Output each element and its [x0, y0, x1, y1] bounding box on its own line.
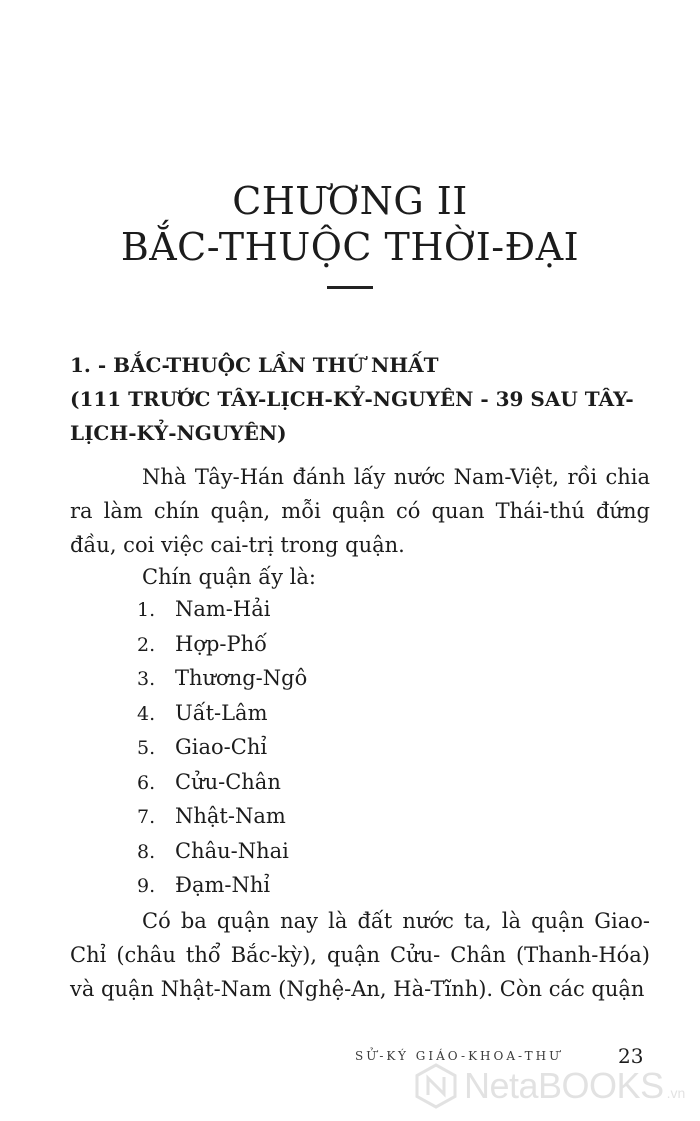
chapter-number: CHƯƠNG II — [232, 179, 468, 223]
list-item-number: 8. — [137, 840, 156, 863]
list-item-label: Đạm-Nhỉ — [175, 873, 271, 897]
list-item-number: 4. — [137, 702, 156, 725]
list-item — [137, 661, 307, 696]
list-item-label: Thương-Ngô — [175, 666, 308, 690]
list-item-label: Nhật-Nam — [175, 804, 286, 828]
list-item-number: 9. — [137, 875, 156, 897]
hexagon-logo-icon — [414, 1063, 458, 1109]
paragraph-1 — [70, 460, 650, 562]
list-item — [137, 696, 307, 731]
paragraph-1-text: Nhà Tây-Hán đánh lấy nước Nam-Việt, rồi chia ra làm chín quận, mỗi quận có quan Thái-thú đứng đầu, coi việc cai-trị trong quận. — [70, 465, 650, 557]
paragraph-2-text: Có ba quận nay là đất nước ta, là quận Giao-Chỉ (châu thổ Bắc-kỳ), quận Cửu- Chân (Thanh-Hóa) và quận Nhật-Nam (Nghệ-An, Hà-Tĩnh). Còn các quận — [70, 909, 650, 1001]
list-item-label: Uất-Lâm — [175, 700, 268, 725]
district-list — [137, 592, 307, 903]
section-date-range: (111 TRƯỚC TÂY-LỊCH-KỶ-NGUYÊN - 39 SAU TÂY-LỊCH-KỶ-NGUYÊN) — [70, 387, 634, 445]
paragraph-2 — [70, 904, 650, 1006]
list-item — [137, 730, 307, 765]
list-item-label: Hợp-Phố — [175, 631, 267, 656]
list-item — [137, 868, 307, 903]
list-item-number: 2. — [137, 633, 156, 656]
list-item-number: 5. — [137, 737, 156, 759]
list-item-label: Cửu-Chân — [175, 769, 281, 794]
publisher-watermark — [414, 1063, 685, 1109]
running-title: SỬ-KÝ GIÁO-KHOA-THƯ — [355, 1049, 563, 1063]
list-item-number: 1. — [137, 599, 156, 621]
list-item — [137, 627, 307, 662]
watermark-brand: NetaBOOKS — [464, 1065, 664, 1106]
section-title: 1. - BẮC-THUỘC LẦN THỨ NHẤT — [70, 353, 439, 377]
list-item — [137, 592, 307, 627]
chapter-title: BẮC-THUỘC THỜI-ĐẠI — [120, 225, 580, 269]
list-item — [137, 834, 307, 869]
list-item-label: Châu-Nhai — [175, 838, 289, 863]
watermark-suffix: .vn — [666, 1085, 686, 1101]
list-item — [137, 765, 307, 800]
list-item-label: Giao-Chỉ — [175, 735, 268, 759]
list-item-label: Nam-Hải — [175, 597, 271, 621]
list-item — [137, 799, 307, 834]
list-item-number: 7. — [137, 806, 156, 828]
chapter-divider — [327, 286, 373, 289]
list-item-number: 3. — [137, 668, 156, 690]
page-number: 23 — [618, 1044, 644, 1068]
list-item-number: 6. — [137, 771, 156, 794]
section-heading — [70, 348, 650, 450]
list-intro: Chín quận ấy là: — [142, 565, 316, 589]
